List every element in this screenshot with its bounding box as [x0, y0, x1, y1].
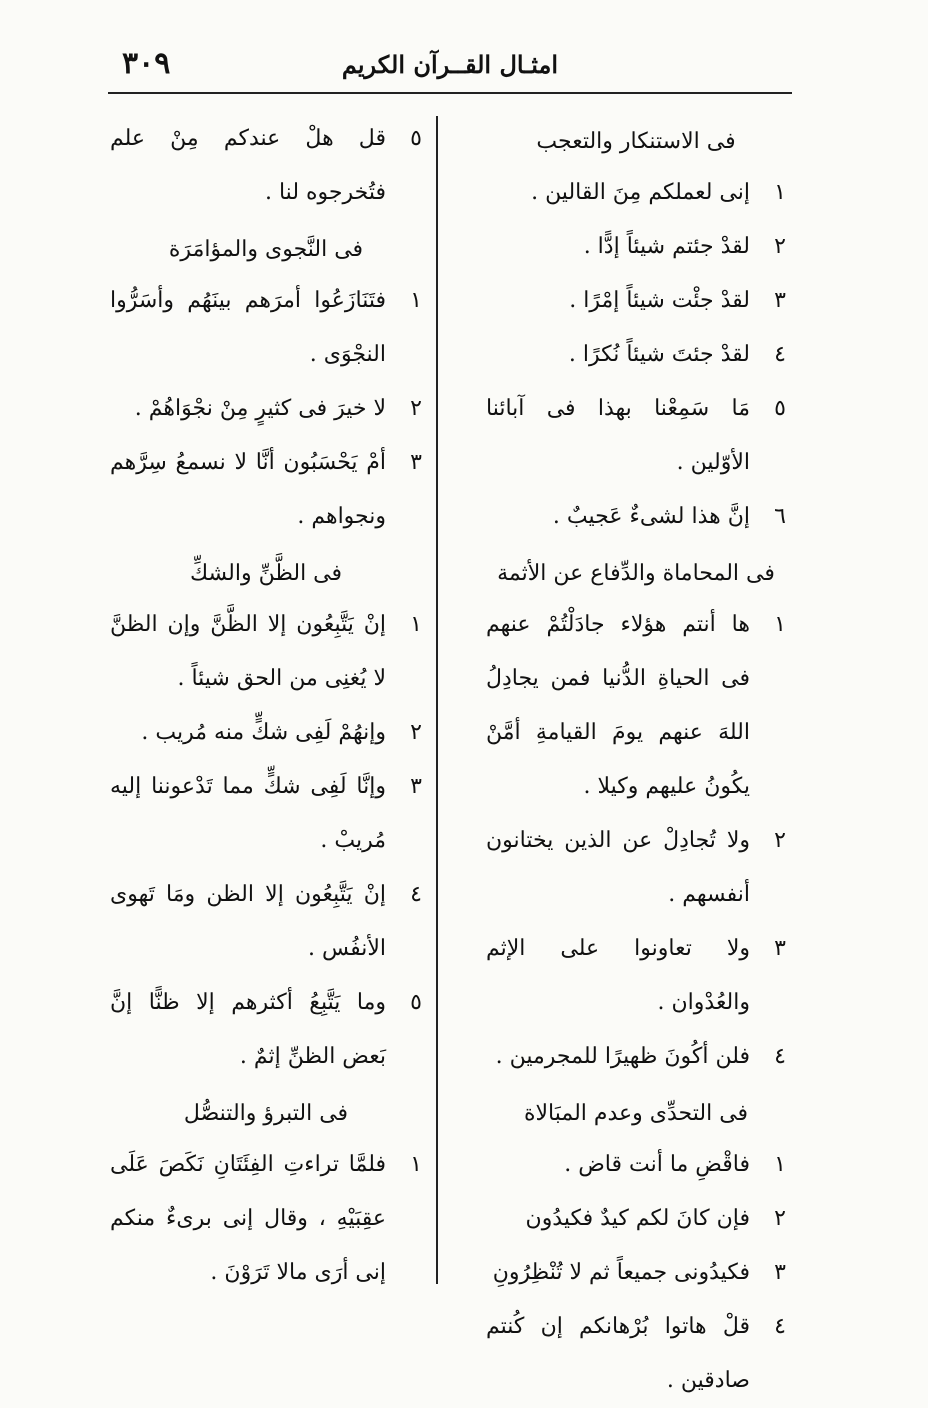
section-title: فى الاستنكار والتعجب [536, 129, 736, 154]
item-text: قل هلْ عندكم مِنْ علم فتُخرجوه لنا . [110, 126, 386, 205]
item-text: لا خيرَ فى كثيرٍ مِنْ نجْوَاهُمْ . [134, 396, 386, 421]
item-number: ٥ [410, 990, 422, 1015]
item-text: فلن أكُونَ ظهيرًا للمجرمين . [495, 1044, 750, 1069]
item-text: وإنهُمْ لَفِى شكٍّ منه مُريب . [141, 720, 386, 745]
item-text: ولا تُجادِلْ عن الذين يختانون أنفسهم . [486, 828, 750, 907]
item-text: لقدْ جئْت شيئاً إمْرًا . [569, 288, 750, 313]
item-number: ٥ [774, 396, 786, 421]
list-item [486, 922, 786, 1030]
item-text: وما يَتَّبِعُ أكثرهم إلا ظنًّا إنَّ بَعض الظنِّ إثمٌ . [110, 990, 386, 1069]
section-title: فى النَّجوى والمؤامَرَة [168, 237, 364, 262]
column-divider [436, 116, 438, 1284]
item-text: إنَّ هذا لشىءٌ عَجيبٌ . [552, 504, 750, 529]
list-item [486, 1138, 786, 1192]
item-number: ٢ [774, 1206, 786, 1231]
item-text: لقدْ جئتَ شيئاً نُكرًا . [568, 342, 750, 367]
left-column [110, 112, 422, 1300]
list-item [110, 760, 422, 868]
list-item [110, 976, 422, 1084]
section-title: فى التبرؤ والتنصُّل [183, 1101, 349, 1126]
item-text: قلْ هاتوا بُرْهانكم إن كُنتم صادقين . [486, 1314, 750, 1393]
item-text: إنْ يَتَّبِعُون إلا الظن ومَا تَهوى الأنفُس . [110, 882, 386, 961]
item-number: ٤ [410, 882, 422, 907]
list-item [486, 1246, 786, 1300]
item-number: ٥ [410, 126, 422, 151]
item-number: ١ [774, 180, 786, 205]
list-item [486, 1030, 786, 1084]
item-number: ٣ [410, 450, 422, 475]
item-number: ٣ [774, 936, 786, 961]
item-text: وإنَّا لَفِى شكٍّ مما تَدْعوننا إليه مُريبْ . [110, 774, 386, 853]
item-number: ٢ [410, 720, 422, 745]
list-item [486, 274, 786, 328]
item-number: ٦ [774, 504, 786, 529]
item-number: ٢ [774, 828, 786, 853]
item-number: ٤ [774, 1314, 786, 1339]
page-header [110, 46, 818, 86]
item-number: ٣ [410, 774, 422, 799]
header-rule [108, 92, 792, 94]
list-item [110, 382, 422, 436]
item-number: ٣ [774, 288, 786, 313]
running-title: امثـال القــرآن الكريم [341, 50, 558, 79]
item-number: ٤ [774, 342, 786, 367]
list-item [486, 1300, 786, 1408]
list-item [486, 328, 786, 382]
list-item [486, 166, 786, 220]
list-item [110, 598, 422, 706]
list-item [486, 598, 786, 814]
item-number: ٢ [410, 396, 422, 421]
item-number: ٢ [774, 234, 786, 259]
list-item [486, 814, 786, 922]
item-text: فإن كانَ لكم كيدٌ فكيدُون [525, 1206, 750, 1231]
list-item [486, 382, 786, 490]
list-item [110, 868, 422, 976]
page-number: ٣٠٩ [122, 46, 171, 81]
item-number: ١ [410, 288, 422, 313]
item-text: فكيدُونى جميعاً ثم لا تُنْظِرُونِ [492, 1260, 750, 1285]
item-number: ٤ [774, 1044, 786, 1069]
section-title: فى المحاماة والدِّفاع عن الأثمة [497, 561, 775, 586]
item-number: ١ [410, 612, 422, 637]
item-text: ولا تعاونوا على الإثم والعُدْوان . [486, 936, 750, 1015]
item-text: ها أنتم هؤلاء جادَلْتُمْ عنهم فى الحياةِ الدُّنيا فمن يجادِلُ اللهَ عنهم يومَ القيامةِ أمَّنْ يكُونُ عليهم وكيلا . [486, 612, 750, 799]
item-number: ١ [410, 1152, 422, 1177]
list-item [486, 490, 786, 544]
list-item [486, 220, 786, 274]
item-number: ١ [774, 612, 786, 637]
right-column [486, 112, 786, 1408]
item-text: لقدْ جئتم شيئاً إدًّا . [583, 234, 750, 259]
item-text: إنْ يَتَّبِعُون إلا الظَّنَّ وإن الظنَّ لا يُغنِى من الحق شيئاً . [110, 612, 386, 691]
item-text: فاقْضِ ما أنت قاض . [564, 1152, 750, 1177]
item-text: فلمَّا تراءتِ الفِئَتَانِ نَكَصَ عَلَى عقِبَيْهِ ، وقال إنى برىءٌ منكم إنى أرَى مالا تَرَوْنَ . [110, 1152, 386, 1285]
item-text: إنى لعملكم مِنَ القالين . [531, 180, 750, 205]
section-title: فى الظَّنِّ والشكِّ [189, 561, 343, 586]
list-item [486, 1192, 786, 1246]
list-item [110, 274, 422, 382]
item-text: مَا سَمِعْنا بهذا فى آبائنا الأوّلين . [486, 396, 750, 475]
list-item [110, 706, 422, 760]
item-text: أمْ يَحْسَبُون أنَّا لا نسمعُ سِرَّهم ونجواهم . [110, 450, 386, 529]
item-number: ١ [774, 1152, 786, 1177]
list-item [110, 1138, 422, 1300]
list-item [110, 436, 422, 544]
item-number: ٣ [774, 1260, 786, 1285]
list-item [110, 112, 422, 220]
section-title: فى التحدِّى وعدم المبَالاة [523, 1101, 749, 1126]
item-text: فتَنَازَعُوا أمرَهم بينَهُم وأسَرُّوا النجْوَى . [110, 288, 386, 367]
